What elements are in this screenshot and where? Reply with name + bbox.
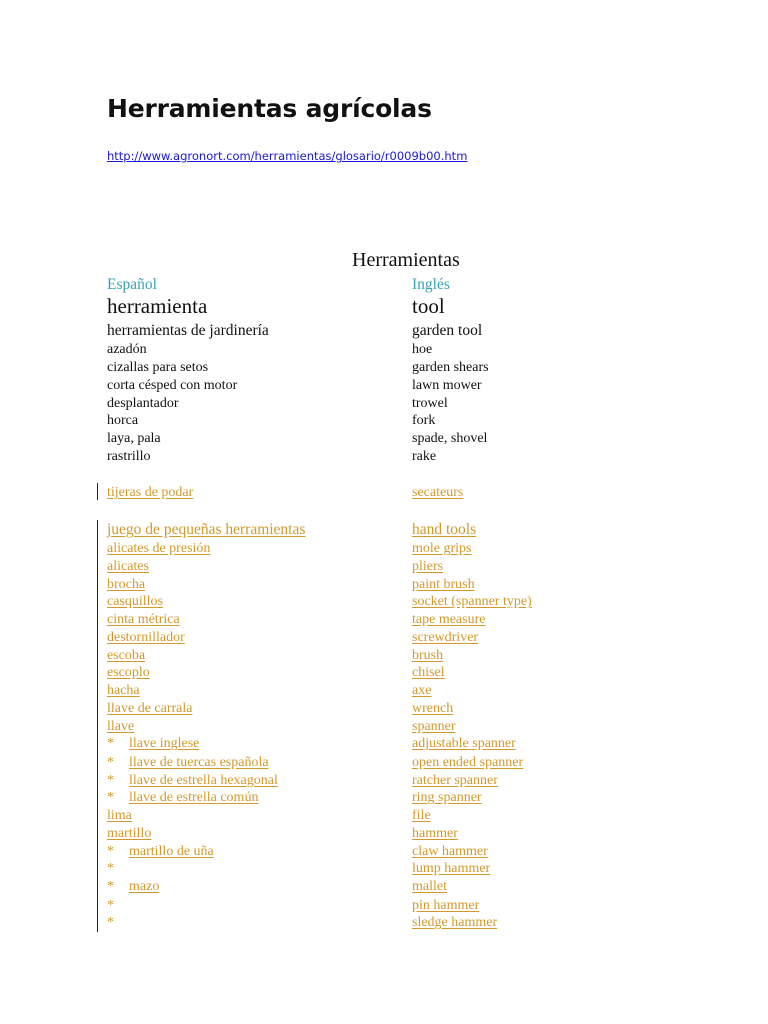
english-term[interactable]: claw hammer [412,844,488,859]
spanish-term-text: alicates [107,559,149,574]
spanish-term [107,449,151,465]
table-row [0,559,768,577]
table-row [0,755,768,773]
table-row [0,342,768,360]
english-term[interactable]: screwdriver [412,630,479,645]
english-term[interactable]: hammer [412,826,458,841]
change-bar [97,520,98,932]
table-row [0,294,768,318]
bullet-marker: * [107,844,114,859]
english-term[interactable]: spanner [412,719,456,734]
spanish-term[interactable] [107,665,150,681]
english-term[interactable]: axe [412,683,432,698]
spanish-term-text: llave de carrala [107,701,193,716]
table-row [0,648,768,666]
spanish-term-text: llave de estrella hexagonal [129,773,278,788]
spanish-term [107,322,269,340]
bullet-marker: * [107,736,114,751]
spanish-term[interactable] [107,701,193,717]
spanish-term [107,431,161,447]
english-term[interactable]: hand tools [412,521,477,538]
table-row [0,431,768,449]
table-row [0,577,768,595]
page-title: Herramientas agrícolas [107,94,432,123]
table-row [0,360,768,378]
spanish-term-text: tijeras de podar [107,485,194,500]
table-row [0,701,768,719]
english-term: hoe [412,342,433,357]
column-header-spanish: Español [107,276,157,293]
spanish-term[interactable] [107,719,134,735]
spanish-term[interactable] [107,755,269,771]
english-term: lawn mower [412,378,482,393]
table-row [0,612,768,630]
change-bar [97,483,98,500]
bullet-marker: * [107,790,114,805]
spanish-term [107,378,237,394]
spanish-term[interactable] [107,879,159,895]
spanish-term[interactable] [107,612,180,628]
table-row [0,594,768,612]
table-row [0,665,768,683]
spanish-term-text: azadón [107,342,147,357]
spanish-term-text: escoplo [107,665,150,680]
english-term[interactable]: paint brush [412,577,475,592]
spanish-term-text: alicates de presión [107,541,211,556]
english-term: rake [412,449,437,464]
spanish-term-text: llave [107,719,135,734]
spanish-term[interactable] [107,630,185,646]
source-link[interactable]: http://www.agronort.com/herramientas/glosario/r0009b00.htm [107,149,468,163]
english-term: garden tool [412,322,483,339]
table-row [0,844,768,862]
spanish-term[interactable] [107,683,140,699]
spanish-term-text: cinta métrica [107,612,180,627]
spanish-term-text: llave de estrella común [129,790,259,805]
table-row [0,898,768,916]
english-term: tool [412,294,445,318]
table-row [0,915,768,933]
spanish-term[interactable] [107,736,199,752]
english-term[interactable]: chisel [412,665,445,680]
english-term[interactable]: wrench [412,701,454,716]
spanish-term[interactable] [107,844,214,860]
spanish-term-text: lima [107,808,132,823]
bullet-marker: * [107,755,114,770]
english-term: spade, shovel [412,431,488,446]
table-row [0,719,768,737]
english-term[interactable]: pin hammer [412,898,480,913]
bullet-marker: * [107,879,114,894]
spanish-term-text: horca [107,413,139,428]
column-header-english: Inglés [412,276,450,293]
table-row [0,683,768,701]
english-term: garden shears [412,360,489,375]
english-term[interactable]: lump hammer [412,861,491,876]
spanish-term[interactable] [107,915,129,931]
spanish-term-text: laya, pala [107,431,161,446]
spanish-term-text: brocha [107,577,146,592]
spanish-term[interactable] [107,826,151,842]
table-row [0,808,768,826]
table-row [0,485,768,503]
table-row [0,736,768,754]
english-term[interactable]: tape measure [412,612,486,627]
spanish-term-text: llave inglese [129,736,200,751]
spanish-term-text: desplantador [107,396,179,411]
english-term[interactable]: file [412,808,431,823]
bullet-marker: * [107,898,114,913]
english-term: trowel [412,396,448,411]
spanish-term-text: juego de pequeñas herramientas [107,521,306,538]
spanish-term-text: herramientas de jardinería [107,322,269,339]
table-row [0,541,768,559]
table-row [0,790,768,808]
spanish-term-text: martillo de uña [129,844,214,859]
spanish-term-text: hacha [107,683,140,698]
spanish-term[interactable] [107,861,129,877]
spanish-term[interactable] [107,521,305,539]
spanish-term [107,294,207,319]
spanish-term-text: casquillos [107,594,163,609]
spanish-term-text: corta césped con motor [107,378,238,393]
spanish-term[interactable] [107,541,210,557]
spanish-term-text: mazo [129,879,160,894]
table-row [0,396,768,414]
spanish-term[interactable] [107,648,145,664]
spanish-term [107,413,138,429]
spanish-term-text: martillo [107,826,152,841]
spanish-term-text: cizallas para setos [107,360,209,375]
english-term[interactable]: adjustable spanner [412,736,516,751]
table-row [0,449,768,467]
spanish-term-text: llave de tuercas española [129,755,269,770]
spanish-term[interactable] [107,773,278,789]
spanish-term-text: destornillador [107,630,185,645]
english-term[interactable]: mole grips [412,541,472,556]
table-row [0,630,768,648]
english-term[interactable]: mallet [412,879,447,894]
english-term[interactable]: ring spanner [412,790,482,805]
spanish-term[interactable] [107,898,129,914]
spanish-term[interactable] [107,790,258,806]
english-term[interactable]: open ended spanner [412,755,524,770]
english-term[interactable]: pliers [412,559,444,574]
table-row [0,413,768,431]
spanish-term[interactable] [107,808,132,824]
table-row [0,861,768,879]
table-row [0,378,768,396]
english-term[interactable]: sledge hammer [412,915,498,930]
bullet-marker: * [107,861,114,876]
spanish-term [107,396,179,412]
english-term[interactable]: secateurs [412,485,464,500]
english-term[interactable]: socket (spanner type) [412,594,532,609]
spanish-term [107,360,208,376]
spanish-term [107,342,147,358]
spanish-term-text: herramienta [107,294,208,318]
spanish-term[interactable] [107,485,193,501]
bullet-marker: * [107,915,114,930]
table-title: Herramientas [352,249,460,271]
bullet-marker: * [107,773,114,788]
spanish-term[interactable] [107,559,149,575]
spanish-term-text: rastrillo [107,449,151,464]
table-row [0,773,768,791]
table-row [0,521,768,539]
table-row [0,879,768,897]
spanish-term-text: escoba [107,648,146,663]
table-row [0,322,768,340]
spanish-term[interactable] [107,577,145,593]
spanish-term[interactable] [107,594,163,610]
english-term[interactable]: brush [412,648,444,663]
table-row [0,826,768,844]
english-term[interactable]: ratcher spanner [412,773,498,788]
english-term: fork [412,413,436,428]
